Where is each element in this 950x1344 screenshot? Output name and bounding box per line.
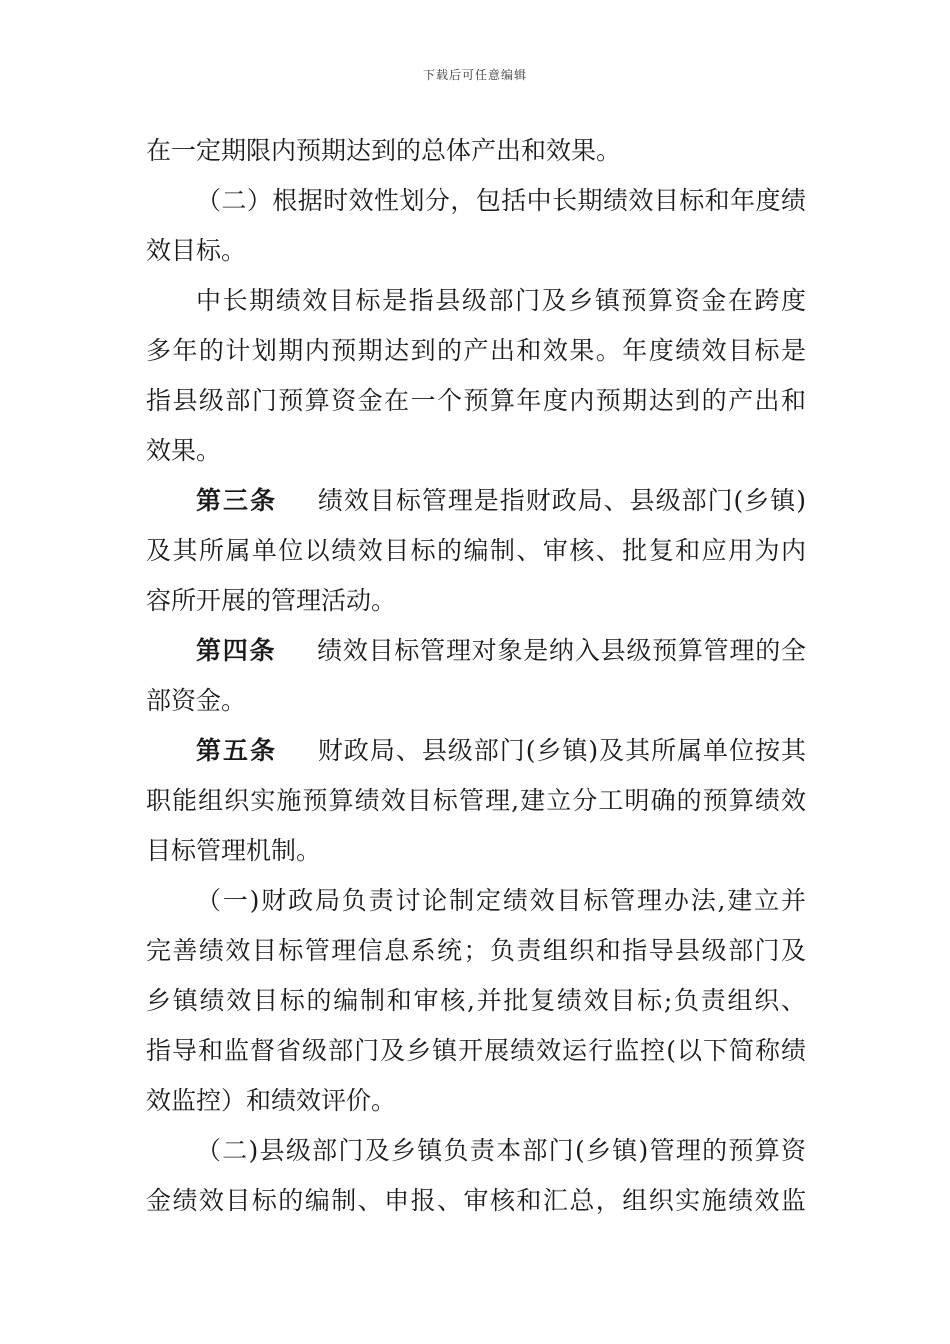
paragraph-line: （二）根据时效性划分，包括中长期绩效目标和年度绩 [196, 186, 806, 215]
paragraph-line: 中长期绩效目标是指县级部门及乡镇预算资金在跨度 [196, 286, 806, 315]
paragraph-line: 效监控）和绩效评价。 [146, 1086, 397, 1115]
article-text: 财政局、县级部门(乡镇)及其所属单位按其 [316, 736, 806, 765]
article-number: 第五条 [196, 736, 277, 765]
paragraph-line: 指县级部门预算资金在一个预算年度内预期达到的产出和 [146, 386, 806, 415]
article-text: 绩效目标管理对象是纳入县级预算管理的全 [316, 636, 806, 665]
article-first-line [146, 726, 806, 776]
paragraph-line: 效果。 [146, 436, 222, 465]
article-number: 第三条 [196, 486, 277, 515]
paragraph-line: 在一定期限内预期达到的总体产出和效果。 [146, 136, 622, 165]
article-first-line [146, 626, 806, 676]
page-header: 下载后可任意编辑 [422, 68, 527, 82]
paragraph-line: 金绩效目标的编制、申报、审核和汇总，组织实施绩效监 [146, 1186, 806, 1215]
paragraph-line: 乡镇绩效目标的编制和审核,并批复绩效目标;负责组织、 [146, 986, 806, 1015]
article-first-line [146, 476, 806, 526]
paragraph-line: 部资金。 [146, 686, 247, 715]
paragraph-line: （一)财政局负责讨论制定绩效目标管理办法,建立并 [196, 886, 806, 915]
paragraph-line: 容所开展的管理活动。 [146, 586, 397, 615]
paragraph-line: 指导和监督省级部门及乡镇开展绩效运行监控(以下简称绩 [146, 1036, 806, 1065]
paragraph-line: 及其所属单位以绩效目标的编制、审核、批复和应用为内 [146, 536, 806, 565]
paragraph-line: 完善绩效目标管理信息系统；负责组织和指导县级部门及 [146, 936, 806, 965]
paragraph-line: （二)县级部门及乡镇负责本部门(乡镇)管理的预算资 [196, 1136, 806, 1165]
article-text: 绩效目标管理是指财政局、县级部门(乡镇) [316, 486, 806, 515]
document-body [146, 126, 806, 1226]
paragraph-line: 多年的计划期内预期达到的产出和效果。年度绩效目标是 [146, 336, 806, 365]
article-number: 第四条 [196, 636, 277, 665]
paragraph-line: 目标管理机制。 [146, 836, 322, 865]
paragraph-line: 效目标。 [146, 236, 247, 265]
paragraph-line: 职能组织实施预算绩效目标管理,建立分工明确的预算绩效 [146, 786, 806, 815]
